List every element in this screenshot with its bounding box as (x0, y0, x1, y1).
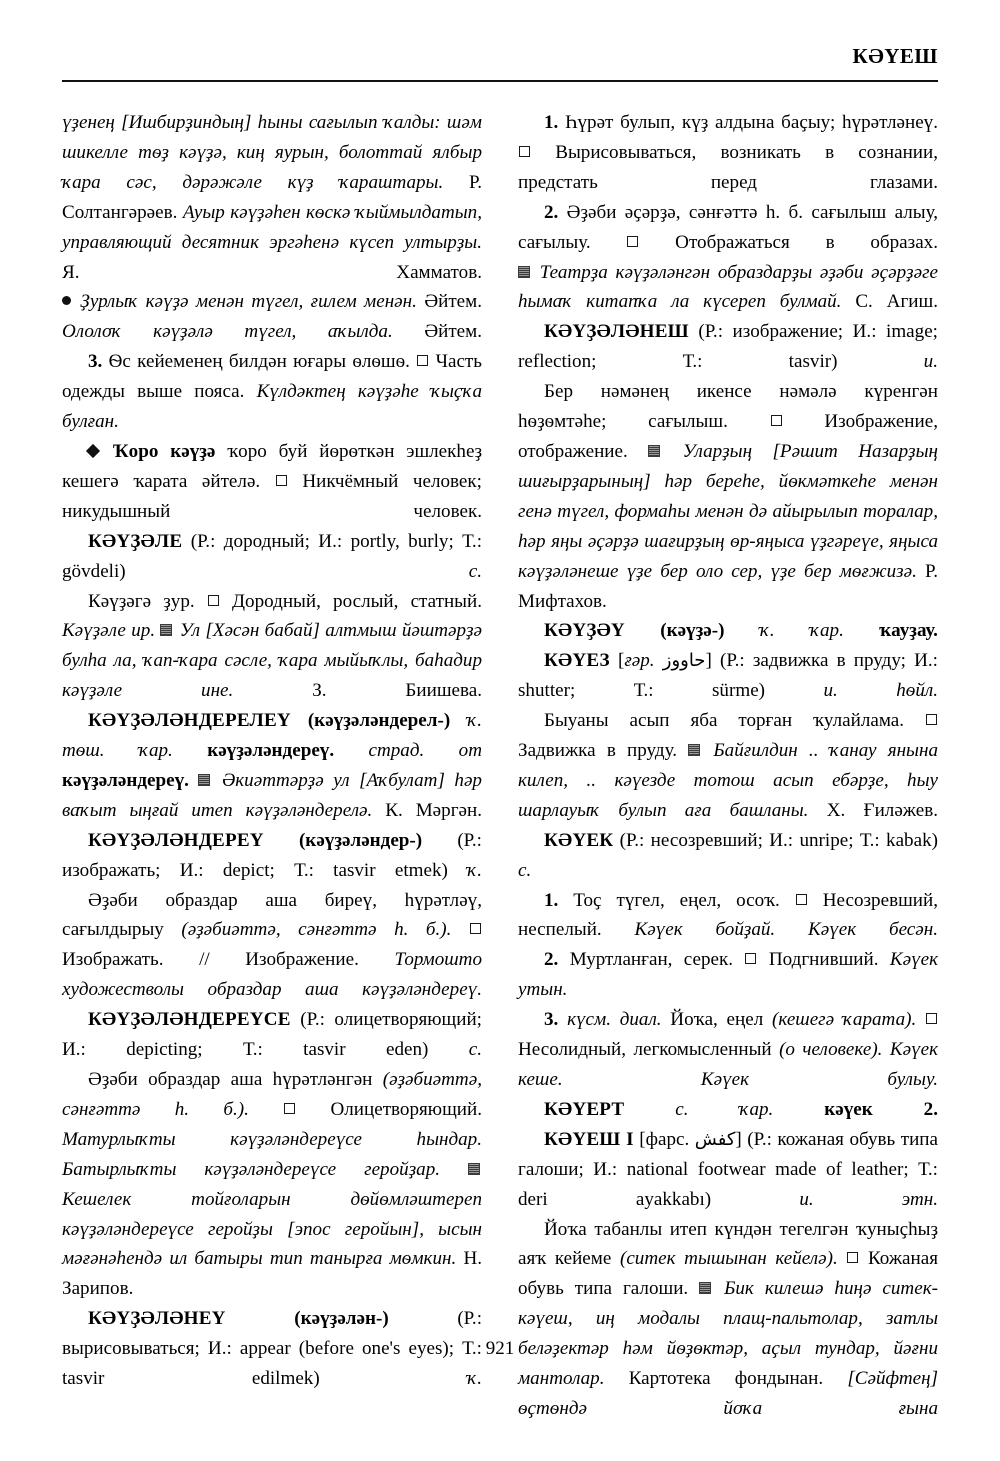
idiom-definition-russian: Никчёмный человек; никудышный человек. (62, 470, 482, 522)
entry-gloss: (Р.: несозревший; И.: unripe; Т.: kabak) (619, 829, 938, 851)
entry-gloss: (Р.: изображать; И.: depict; Т.: tasvir etmek) (62, 829, 482, 881)
sense-2 (518, 198, 938, 258)
translation-marker-icon (208, 595, 219, 606)
entry-example: Кәүҙәле ир. (62, 620, 156, 642)
entry-crossref-russian: кәүҙәләндереү. (62, 769, 189, 791)
entry-body (62, 1065, 482, 1304)
entry-body (62, 587, 482, 707)
citation-marker-icon (648, 445, 660, 457)
entry-headword-line (62, 1005, 482, 1065)
column-left (62, 108, 483, 1390)
citation-marker-icon (468, 1163, 480, 1175)
sense-2-citation (518, 258, 938, 318)
citation-author: З. Биишева. (312, 680, 483, 702)
entry-stem: (кәүҙә-) (660, 620, 725, 642)
sense-example: Кәүек кеше. Кәүек булыу. (518, 1039, 938, 1090)
sense-definition-russian: Часть одежды выше пояса. (62, 351, 482, 403)
entry-headword: КӘҮҘӘЛӘНЕШ (544, 321, 689, 343)
citation-marker-icon (198, 774, 210, 786)
entry-grammar-label: и. һѳйл. (823, 680, 938, 702)
entry-headword: КӘҮЕРТ (544, 1098, 625, 1120)
sense-definition-bashkir: Муртланған, серек. (569, 949, 734, 971)
definition-bashkir: Бер нәмәнең икенсе нәмәлә күренгән һѳҙѳмтәһе; сағылыш. (518, 381, 938, 433)
entry-headword: КӘҮЕЗ (544, 650, 610, 672)
phraseology-bullet-icon (62, 296, 71, 305)
citation-text-continued: [Сәйфтең] ѳҫтѳндә йоҡа ғына (518, 1368, 939, 1419)
phrase-text: Ололоҡ кәүҙәлә түгел, аҡылда. (62, 321, 393, 343)
entry-grammar-label: и. (923, 351, 938, 373)
citation-text: Ул [Хәсән бабай] алтмыш йәштәрҙә булһа ла, ҡап-ҡара сәсле, ҡара мыйыҡлы, баһадир кәүҙәле ине. (62, 620, 482, 702)
entry-example: Батырлыҡты кәүҙәләндереүсе геройҙар. (62, 1158, 441, 1180)
entry-gloss: (Р.: олицетворяющий; И.: depicting; Т.: tasvir eden) (62, 1009, 482, 1061)
citation-author: Картотека фондынан. (628, 1368, 824, 1390)
sense-definition-russian: Несолидный, легкомысленный (518, 1039, 772, 1061)
entry-headword: КӘҮҘӘЛӘНДЕРЕҮ (88, 829, 264, 851)
translation-marker-icon (796, 894, 807, 905)
entry-grammar-label: с. (468, 560, 482, 582)
citation-author: К. Мәргән. (385, 799, 482, 821)
definition-russian: Олицетворяющий. (330, 1098, 482, 1120)
sense-definition-bashkir: Ѳс кейеменең билдән юғары ѳлѳшѳ. (108, 351, 410, 373)
definition-bashkir: Йоҡа табанлы итеп күндән тегелгән ҡуныҫһыҙ аяҡ кейеме (518, 1218, 938, 1270)
citation-text: Уларҙың [Рәшит Назарҙың шиғырҙарының] һәр береһе, йѳкмәткеһе менән генә түгел, формаһы менән дә айырылып торалар, һәр яңы әҫәрҙә шағирҙың ѳр-яңыса үҙгәреүе, яңыса кәүҙәләнеше үҙе бер оло сер, үҙе бер мѳғжизә. (518, 440, 938, 582)
entry-grammar-label: с. ҡар. (675, 1098, 774, 1120)
definition-bashkir: Кәүҙәгә ҙур. (88, 590, 195, 612)
entry-example: Матурлыҡты кәүҙәләндереүсе һындар. (62, 1128, 482, 1150)
entry-gloss: (Р.: дородный; И.: portly, burly; Т.: gövdeli) (62, 530, 482, 582)
entry-body (518, 1215, 938, 1424)
citation-text: Әкиәттәрҙә ул [Аҡбулат] һәр ваҡыт ыңғай итеп кәүҙәләндерелә. (62, 769, 482, 821)
sense-number: 2. (544, 201, 559, 223)
sense-number: 3. (88, 351, 103, 373)
entry-headword: КӘҮҘӘҮ (544, 620, 625, 642)
translation-marker-icon (417, 355, 428, 366)
sense-definition-russian: Несозревший, неспелый. (518, 889, 939, 941)
idiom-diamond-icon (86, 444, 100, 458)
definition-parenthetical: (ситек тышынан кейелә). (619, 1248, 838, 1270)
sense-2 (518, 945, 938, 1005)
entry-gloss: (Р.: задвижка в пруду; И.: shutter; Т.: sürme) (518, 650, 938, 702)
definition-russian: Изображение, отображение. (518, 411, 938, 462)
entry-crossref: ҡауҙау. (879, 620, 938, 642)
entry-body (518, 706, 938, 826)
definition-russian: Дородный, рослый, статный. (232, 590, 482, 612)
translation-marker-icon (847, 1252, 858, 1263)
translation-marker-icon (745, 953, 756, 964)
sense-3 (62, 347, 482, 437)
sense-definition-bashkir: Һүрәт булып, күҙ алдына баҫыу; һүрәтләнеү. (565, 112, 938, 133)
entry-headword: КӘҮҘӘЛӘНДЕРЕҮСЕ (88, 1009, 291, 1031)
citation-author: Р. Мифтахов. (518, 560, 939, 612)
citation-text: үҙенең [Ишбирҙиндың] һыны сағылып ҡалды: шәм шикелле тѳҙ кәүҙә, киң яурын, болоттай ялбыр ҡара сәс, дәрәжәле күҙ ҡараштары. (62, 112, 482, 193)
citation-marker-icon (518, 266, 530, 278)
translation-marker-icon (627, 236, 638, 247)
etymology-label: ғәр. (624, 650, 655, 672)
entry-gloss: (Р.: изображение; И.: image; reflection; Т.: tasvir) (518, 321, 938, 373)
sense-number: 1. (544, 112, 559, 133)
running-head-title: КӘYЕШ (852, 44, 938, 68)
sense-number: 3. (544, 1009, 559, 1031)
translation-marker-icon (284, 1103, 295, 1114)
entry-body (62, 886, 482, 1006)
definition-bashkir: Әҙәби образдар аша һүрәтләнгән (88, 1069, 373, 1090)
entry-headword: КӘҮҘӘЛЕ (88, 530, 183, 552)
sense-usage-labels: күсм. диал. (567, 1009, 662, 1031)
definition-bashkir: Быуаны асып яба торған ҡулайлама. (544, 710, 905, 732)
citation-author: Р. Солтангәрәев. (62, 171, 482, 223)
translation-marker-icon (771, 415, 782, 426)
entry-grammar-label: ҡ. (467, 1368, 482, 1390)
entry-example: Тормошто художестволы образдар аша кәүҙәләндереү. (62, 949, 482, 1001)
entry-crossref: кәүҙәләндереү. (207, 740, 335, 762)
idiom-definition-bashkir: ҡоро буй йѳрѳткән эшлекһеҙ кешегә ҡарата әйтелә. (62, 440, 482, 492)
sense-number: 2. (544, 949, 559, 971)
citation-text: Ауыр кәүҙәһен кѳскә ҡыймылдатып, управляющий десятник эргәһенә күсеп ултырҙы. (62, 201, 482, 253)
entry-headword-line: КӘҮЕШ I [фарс. كفش] (Р.: кожаная обувь типа галоши; И.: national footwear made of leather; Т.: deri ayakkabı) и. этн. (518, 1128, 939, 1210)
running-head (62, 46, 938, 86)
sense-number: 1. (544, 889, 559, 911)
sense-1 (518, 886, 938, 946)
citation-author: Н. Зарипов. (62, 1248, 482, 1300)
definition-parenthetical: (кешегә ҡарата). (772, 1009, 917, 1031)
entry-stem: (кәүҙәләндерел-) (307, 710, 451, 732)
etymology-arabic: حاووز (662, 650, 706, 672)
sense-definition-russian: Отображаться в образах. (675, 231, 938, 253)
entry-headword-line (518, 826, 938, 886)
definition-russian: Кожаная обувь типа галоши. (518, 1248, 938, 1300)
translation-marker-icon (470, 923, 481, 934)
citation-marker-icon (688, 744, 700, 756)
entry-gloss: (Р.: кожаная обувь типа галоши; И.: national footwear made of leather; Т.: deri ayakkabı) (518, 1128, 938, 1210)
sense-example: Кәүек бойҙай. Кәүек бесән. (634, 919, 938, 941)
column-right (518, 108, 939, 1419)
continued-citation-block (62, 108, 482, 287)
idiom-block (62, 437, 482, 527)
entry-grammar-label-russian: страд. от (368, 740, 482, 762)
citation-author: Х. Ғиләжев. (826, 799, 938, 821)
sense-definition-russian: Вырисовываться, возникать в сознании, предстать перед глазами. (518, 141, 938, 193)
entry-headword-line (518, 317, 938, 377)
entry-grammar-label: с. (468, 1039, 482, 1061)
entry-headword: КӘҮЕК (544, 829, 614, 851)
sense-3 (518, 1005, 938, 1095)
definition-russian: Задвижка в пруду. (518, 740, 678, 762)
sense-definition-bashkir: Тоҫ түгел, еңел, осоҡ. (573, 889, 780, 911)
etymology-arabic: كفش (694, 1128, 736, 1150)
entry-stem: (кәүҙәлән-) (294, 1308, 389, 1330)
entry-grammar-label: и. этн. (799, 1188, 939, 1210)
entry-grammar-label: ҡ. ҡар. (759, 620, 844, 642)
phrase-source: Әйтем. (424, 291, 482, 313)
definition-parenthetical: (әҙәбиәттә, сәнғәттә һ. б.). (181, 919, 452, 941)
etymology-label: фарс. (645, 1128, 690, 1150)
citation-text: Бик килешә һиңә ситек-кәүеш, иң модалы плащ-пальтолар, затлы беләҙектәр һәм йѳҙѳктәр, аҫыл тундар, йәғни мантолар. (518, 1278, 938, 1390)
citation-marker-icon (699, 1282, 711, 1294)
citation-author: С. Агиш. (855, 291, 938, 313)
entry-grammar-label: ҡ. тѳш. ҡар. (62, 710, 482, 762)
entry-headword-line: КӘҮЕЗ [ғәр. حاووز] (Р.: задвижка в пруду; И.: shutter; Т.: sürme) и. һѳйл. (518, 650, 938, 702)
sense-definition-bashkir: Әҙәби әҫәрҙә, сәнғәттә һ. б. сағылыш алыу, сағылыу. (518, 201, 938, 253)
sense-definition-bashkir: Йоҡа, еңел (670, 1009, 764, 1031)
entry-stem: (кәүҙәләндер-) (298, 829, 423, 851)
citation-author: Я. Хамматов. (62, 261, 482, 283)
sense-example: Кәүек утын. (518, 949, 938, 1001)
entry-gloss: (Р.: вырисовываться; И.: appear (before one's eyes); Т.: tasvir edilmek) (62, 1308, 482, 1390)
header-rule (62, 80, 938, 82)
entry-headword-line (62, 826, 482, 886)
entry-headword-line (518, 616, 938, 646)
phraseology-block (62, 287, 482, 347)
citation-text: Кешелек тойғоларын дѳйѳмләштереп кәүҙәләндереүсе геройҙы [эпос геройын], ысын мәғәнәһендә ил батыры тип танырға мѳмкин. (62, 1188, 482, 1270)
entry-grammar-label: ҡ. (467, 859, 482, 881)
translation-marker-icon (926, 1013, 937, 1024)
page-number: 921 (485, 1338, 515, 1359)
citation-marker-icon (160, 624, 172, 636)
phrase-source: Әйтем. (424, 321, 482, 343)
entry-headword: КӘҮҘӘЛӘНДЕРЕЛЕҮ (88, 710, 291, 732)
entry-headword-line (62, 527, 482, 587)
sense-1 (518, 108, 938, 198)
sense-example: Күлдәктең кәүҙәһе ҡыҫҡа булған. (62, 381, 482, 433)
entry-grammar-label: с. (518, 859, 532, 881)
entry-body (518, 377, 938, 616)
citation-text: Театрҙа кәүҙәләнгән образдарҙы әҙәби әҫәрҙәге һымаҡ китапҡа ла күсереп булмай. (518, 261, 938, 313)
translation-marker-icon (519, 146, 530, 157)
entry-headword: КӘҮЕШ I (544, 1128, 634, 1150)
idiom-headword: Ҡоро кәүҙә (112, 440, 216, 462)
definition-russian: Изображать. // Изображение. (62, 949, 359, 971)
translation-marker-icon (926, 714, 937, 725)
translation-marker-icon (276, 475, 287, 486)
entry-headword: КӘҮҘӘЛӘНЕҮ (88, 1308, 226, 1330)
entry-headword-line (62, 706, 482, 826)
phrase-text: Ҙурлыҡ кәүҙә менән түгел, ғилем менән. (80, 291, 417, 313)
entry-crossref: кәүек 2. (824, 1098, 938, 1120)
citation-text: Байғилдин .. ҡанау янына килеп, .. кәүезде тотош асып ебәрҙе, һыу шарлауыҡ булып аға башланы. (518, 740, 938, 821)
definition-parenthetical-russian: (о человеке). (779, 1039, 883, 1061)
entry-headword-line (518, 1095, 938, 1125)
definition-bashkir: Әҙәби образдар аша биреү, һүрәтләү, сағылдырыу (62, 889, 482, 941)
sense-definition-russian: Подгнивший. (768, 949, 879, 971)
definition-parenthetical: (әҙәбиәттә, сәнғәттә һ. б.). (62, 1069, 482, 1120)
